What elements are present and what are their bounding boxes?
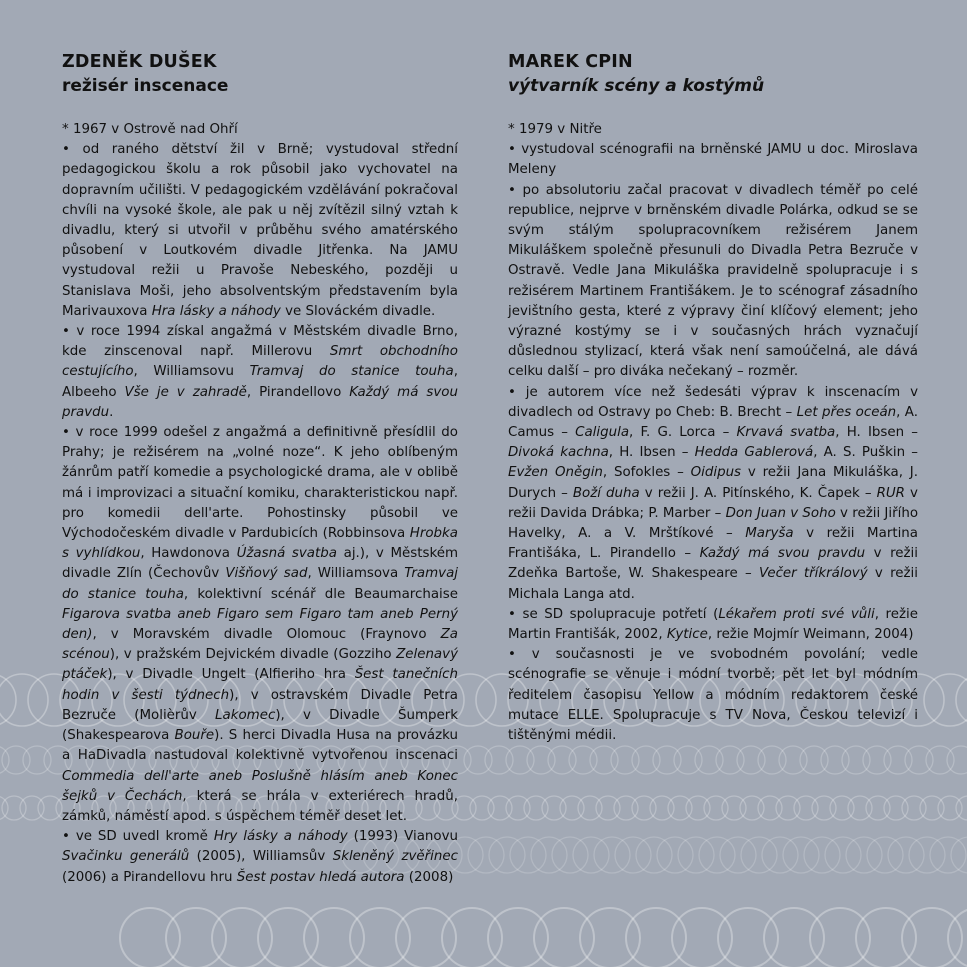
decorative-circle	[580, 908, 640, 967]
text-run: aj.), v Městském divadle Zlín (Čechovův	[62, 546, 459, 582]
text-run: • se SD spolupracuje potřetí (	[508, 606, 719, 622]
decorative-circle	[653, 746, 681, 774]
decorative-circle	[506, 746, 534, 774]
work-title: Vše je v zahradě	[124, 384, 247, 400]
decorative-circle	[552, 837, 588, 873]
decorative-circle	[888, 837, 924, 873]
bio-paragraph	[508, 383, 918, 605]
decorative-circle	[2, 796, 26, 820]
decorative-circle	[304, 908, 364, 967]
decorative-circle	[902, 908, 962, 967]
work-title: Skleněný zvěřinec	[332, 849, 458, 865]
decorative-circle	[668, 796, 692, 820]
text-run: , Pirandellovo	[246, 384, 350, 400]
work-title: Za scénou	[62, 627, 458, 663]
work-title: Bouře	[174, 728, 215, 744]
decorative-circle	[258, 908, 318, 967]
decorative-circle	[830, 796, 854, 820]
bio-paragraph	[62, 423, 458, 827]
decorative-circle	[2, 746, 30, 774]
text-run: .	[109, 404, 114, 420]
decorative-circle	[776, 796, 800, 820]
left-biography	[62, 120, 458, 888]
bio-paragraph	[508, 181, 918, 383]
decorative-circle	[716, 746, 744, 774]
work-title: Hedda Gablerová	[694, 445, 814, 461]
decorative-circle	[810, 908, 870, 967]
decorative-circle	[956, 674, 967, 726]
decorative-circle	[758, 796, 782, 820]
decorative-circle	[632, 746, 660, 774]
decorative-circle	[821, 746, 849, 774]
decorative-circle	[596, 796, 620, 820]
text-run: ), v Divadle Šumperk (Shakespearova	[62, 707, 458, 744]
decorative-circle	[534, 908, 594, 967]
decorative-circle	[166, 908, 226, 967]
decorative-circle	[485, 746, 513, 774]
bio-paragraph	[508, 140, 918, 180]
work-title: Boží duha	[572, 485, 640, 501]
decorative-circle	[506, 796, 530, 820]
right-biography	[508, 120, 918, 746]
decorative-circle	[884, 746, 912, 774]
decorative-circle	[510, 837, 546, 873]
work-title: Šest postav hledá autora	[236, 869, 405, 885]
decorative-circle	[909, 837, 945, 873]
text-run: v režii Jana Mikuláška, J. Durych –	[508, 465, 918, 501]
work-title: Let přes oceán	[796, 404, 897, 420]
decorative-circle	[686, 796, 710, 820]
text-run: ), v pražském Dejvickém divadle (Gozziho	[109, 647, 397, 663]
text-run: , Williamsovu	[133, 364, 250, 380]
bio-paragraph	[508, 645, 918, 746]
text-run: * 1967 v Ostrově nad Ohří	[62, 122, 238, 137]
work-title: Úžasná svatba	[236, 546, 337, 562]
text-run: , F. G. Lorca –	[629, 425, 737, 441]
decorative-circle	[783, 837, 819, 873]
text-run: (2008)	[404, 869, 454, 885]
decorative-circle	[930, 837, 966, 873]
decorative-circle	[468, 837, 504, 873]
decorative-circle	[636, 837, 672, 873]
text-run: ), v Divadle Ungelt (Alfieriho hra	[107, 667, 355, 683]
work-title: Hry lásky a náhody	[213, 829, 348, 845]
text-run: (2006) a Pirandellovu hru	[62, 869, 237, 885]
work-title: Lékařem proti své vůli	[718, 606, 875, 622]
work-title: Divoká kachna	[508, 445, 609, 461]
text-run: ), v ostravském Divadle Petra Bezruče (Molièrův	[62, 687, 458, 723]
text-run: * 1979 v Nitře	[508, 122, 602, 137]
text-run: , v Moravském divadle Olomouc (Fraynovo	[92, 627, 441, 643]
decorative-circle	[938, 796, 962, 820]
decorative-circle	[611, 746, 639, 774]
text-run: , Sofokles –	[602, 465, 691, 481]
bio-paragraph	[508, 120, 918, 140]
bio-paragraph	[62, 140, 458, 322]
text-run: v režii Davida Drábka; P. Marber –	[508, 485, 918, 521]
decorative-circle	[856, 908, 916, 967]
decorative-circle	[615, 837, 651, 873]
decorative-circle	[902, 796, 926, 820]
text-run: • v roce 1999 odešel z angažmá a definitivně přesídlil do Prahy; je režisérem na „volné noze“. K jeho oblíbeným žánrům patří komedie a psychologické drama, ale v oblibě má i improvizaci a situační komiku, charakteristickou např. pro komedii dell'arte. Pohostinsky působil ve Východočeském divadle v Pardubicích (Robbinsova	[62, 425, 458, 542]
text-run: , Albeeho	[62, 364, 458, 400]
work-title: Don Juan v Soho	[725, 505, 836, 521]
decorative-circle	[866, 796, 890, 820]
decorative-circle	[825, 837, 861, 873]
decorative-circle	[524, 796, 548, 820]
decorative-circle	[0, 674, 48, 726]
text-run: , Hawdonova	[140, 546, 237, 562]
decorative-circle	[672, 908, 732, 967]
decorative-circle	[0, 796, 8, 820]
decorative-circle	[488, 796, 512, 820]
decorative-circle	[758, 746, 786, 774]
bio-paragraph	[62, 322, 458, 423]
work-title: Krvavá svatba	[736, 425, 836, 441]
decorative-circle	[863, 746, 891, 774]
text-run: • od raného dětství žil v Brně; vystudoval střední pedagogickou školu a rok působil jako vychovatel na dopravním učilišti. V pedagogickém vzdělávání pokračoval chvíli na vysoké škole, ale pak u něj zvítězil silný vztah k divadlu, který si utvořil v průběhu svého amatérského působení v Loutkovém divadle Jitřenka. Na JAMU vystudoval režii u Pravoše Nebeského, později u Stanislava Moši, jeho absolventským představením byla Marivauxova	[62, 142, 458, 319]
decorative-circle	[779, 746, 807, 774]
text-run: , H. Ibsen –	[608, 445, 695, 461]
decorative-circle	[846, 837, 882, 873]
decorative-circle	[38, 796, 62, 820]
decorative-circle	[741, 837, 777, 873]
decorative-circle	[926, 746, 954, 774]
text-run: , A. S. Puškin –	[813, 445, 918, 461]
work-title: Lakomec	[215, 707, 276, 723]
decorative-circle	[720, 837, 756, 873]
decorative-circle	[762, 837, 798, 873]
decorative-circle	[23, 746, 51, 774]
decorative-circle	[470, 796, 494, 820]
work-title: Caligula	[575, 425, 630, 441]
text-run: , kolektivní scénář dle Beaumarchaise	[183, 586, 458, 602]
decorative-circle	[531, 837, 567, 873]
decorative-circle	[867, 837, 903, 873]
decorative-circle	[764, 908, 824, 967]
decorative-circle	[590, 746, 618, 774]
decorative-circle	[626, 908, 686, 967]
work-title: Šest tanečních hodin v šesti týdnech	[62, 667, 458, 703]
decorative-circle	[812, 796, 836, 820]
work-title: Višňový sad	[225, 566, 308, 582]
text-run: • je autorem více než šedesáti výprav k inscenacím v divadlech od Ostravy po Cheb: B. Brecht –	[508, 384, 918, 420]
decorative-circle	[905, 746, 933, 774]
decorative-circle	[884, 796, 908, 820]
text-run: • v současnosti je ve svobodném povolání; vedle scénografie se věnuje i módní tvorbě; pět let byl módním ředitelem časopisu Yellow a módním redaktorem české mutace ELLE. Spolupracuje s TV Nova, Českou televizí i tištěnými médii.	[508, 647, 918, 744]
decorative-circle	[920, 796, 944, 820]
decorative-circle	[396, 908, 456, 967]
work-title: Commedia dell'arte aneb Poslušně hlásím aneb Konec šejků v Čechách	[62, 768, 458, 804]
decorative-circle	[695, 746, 723, 774]
decorative-circle	[489, 837, 525, 873]
left-person-role: režisér inscenace	[62, 76, 229, 96]
decorative-circle	[614, 796, 638, 820]
bio-paragraph	[62, 827, 458, 888]
decorative-circle	[948, 908, 967, 967]
bio-paragraph	[508, 605, 918, 645]
decorative-circle	[464, 746, 492, 774]
decorative-circle	[527, 746, 555, 774]
work-title: Večer tříkrálový	[758, 566, 868, 582]
decorative-circle	[951, 837, 967, 873]
work-title: Hra lásky a náhody	[151, 303, 281, 319]
right-person-role: výtvarník scény a kostýmů	[508, 76, 765, 96]
decorative-circle	[594, 837, 630, 873]
decorative-circle	[699, 837, 735, 873]
work-title: Zelenavý ptáček	[62, 647, 458, 683]
text-run: , režie Martin Františák, 2002,	[508, 606, 918, 643]
decorative-circle	[542, 796, 566, 820]
decorative-circle	[794, 796, 818, 820]
decorative-circle	[804, 837, 840, 873]
work-title: RUR	[876, 485, 905, 501]
decorative-circle	[718, 908, 778, 967]
text-run: ). S herci Divadla Husa na provázku a HaDivadla nastudoval kolektivně vytvořenou inscenaci	[62, 728, 458, 764]
decorative-circle	[578, 796, 602, 820]
work-title: Tramvaj do stanice touha	[62, 566, 458, 602]
decorative-circle	[442, 908, 502, 967]
decorative-circle	[573, 837, 609, 873]
text-run: , režie Mojmír Weimann, 2004)	[707, 627, 914, 643]
decorative-circle	[120, 908, 180, 967]
text-run: , která se hrála v exteriérech hradů, zámků, náměstí apod. s úspěchem téměř deset let.	[62, 788, 458, 824]
decorative-circle	[548, 746, 576, 774]
text-run: , A. Camus –	[508, 404, 918, 441]
work-title: Každý má svou pravdu	[62, 384, 458, 420]
text-run: v režii Martina Františáka, L. Pirandello –	[508, 526, 918, 562]
decorative-circle	[560, 796, 584, 820]
work-title: Oidipus	[690, 465, 742, 481]
decorative-circle	[350, 908, 410, 967]
text-run: v režii Jiřího Havelky, A. a V. Mrštíkové –	[508, 505, 919, 542]
decorative-circle	[650, 796, 674, 820]
text-run: (1993) Vianovu	[347, 829, 458, 845]
text-run: • po absolutoriu začal pracovat v divadlech téměř po celé republice, nejprve v brněnském divadle Polárka, odkud se se svým stálým spolupracovníkem režisérem Janem Mikuláškem společně přesunuli do Divadla Petra Bezruče v Ostravě. Vedle Jana Mikuláška pravidelně spolupracuje i s režisérem Martinem Františákem. Je to scénograf zásadního jevištního gesta, které z výpravy činí klíčový element; jeho výrazné kostýmy se i v současných hrách vyznačují důslednou stylizací, která však není samoúčelná, ale dává celku další – pro diváka nečekaný – rozměr.	[508, 182, 918, 380]
decorative-circle	[924, 674, 967, 726]
decorative-circle	[569, 746, 597, 774]
decorative-circle	[212, 908, 272, 967]
text-run: , H. Ibsen –	[835, 425, 918, 441]
right-person-name: MAREK CPIN	[508, 52, 633, 72]
text-run: ve Slováckém divadle.	[280, 303, 436, 319]
decorative-circle	[678, 837, 714, 873]
work-title: Tramvaj do stanice touha	[249, 364, 454, 380]
decorative-circle	[842, 746, 870, 774]
decorative-circle	[737, 746, 765, 774]
work-title: Maryša	[745, 526, 794, 542]
text-run: • vystudoval scénografii na brněnské JAMU u doc. Miroslava Meleny	[508, 142, 918, 178]
text-run: v režii Zdeňka Bartoše, W. Shakespeare –	[508, 546, 918, 582]
decorative-circle	[800, 746, 828, 774]
decorative-circle	[848, 796, 872, 820]
text-run: v režii J. A. Pitínského, K. Čapek –	[639, 485, 877, 501]
text-run: , Williamsova	[307, 566, 405, 582]
work-title: Evžen Oněgin	[508, 465, 603, 481]
decorative-circle	[488, 908, 548, 967]
decorative-circle	[20, 796, 44, 820]
text-run: • v roce 1994 získal angažmá v Městském divadle Brno, kde zinscenoval např. Millerovu	[62, 324, 458, 360]
right-column	[508, 50, 918, 746]
decorative-circle	[674, 746, 702, 774]
work-title: Smrt obchodního cestujícího	[62, 344, 458, 380]
decorative-circle	[657, 837, 693, 873]
decorative-circle	[632, 796, 656, 820]
left-column	[62, 50, 458, 888]
text-run: v režii Michala Langa atd.	[508, 566, 918, 602]
decorative-circle	[740, 796, 764, 820]
work-title: Svačinku generálů	[62, 849, 190, 865]
decorative-circle	[722, 796, 746, 820]
work-title: Každý má svou pravdu	[699, 546, 866, 562]
bio-paragraph	[62, 120, 458, 140]
text-run: (2005), Williamsův	[189, 849, 333, 865]
work-title: Kytice	[666, 627, 708, 643]
text-run: • ve SD uvedl kromě	[62, 829, 214, 845]
decorative-circle	[704, 796, 728, 820]
work-title: Figarova svatba aneb Figaro sem Figaro tam aneb Perný den)	[62, 606, 458, 643]
left-person-name: ZDENĚK DUŠEK	[62, 52, 217, 72]
work-title: Hrobka s vyhlídkou	[62, 526, 458, 562]
